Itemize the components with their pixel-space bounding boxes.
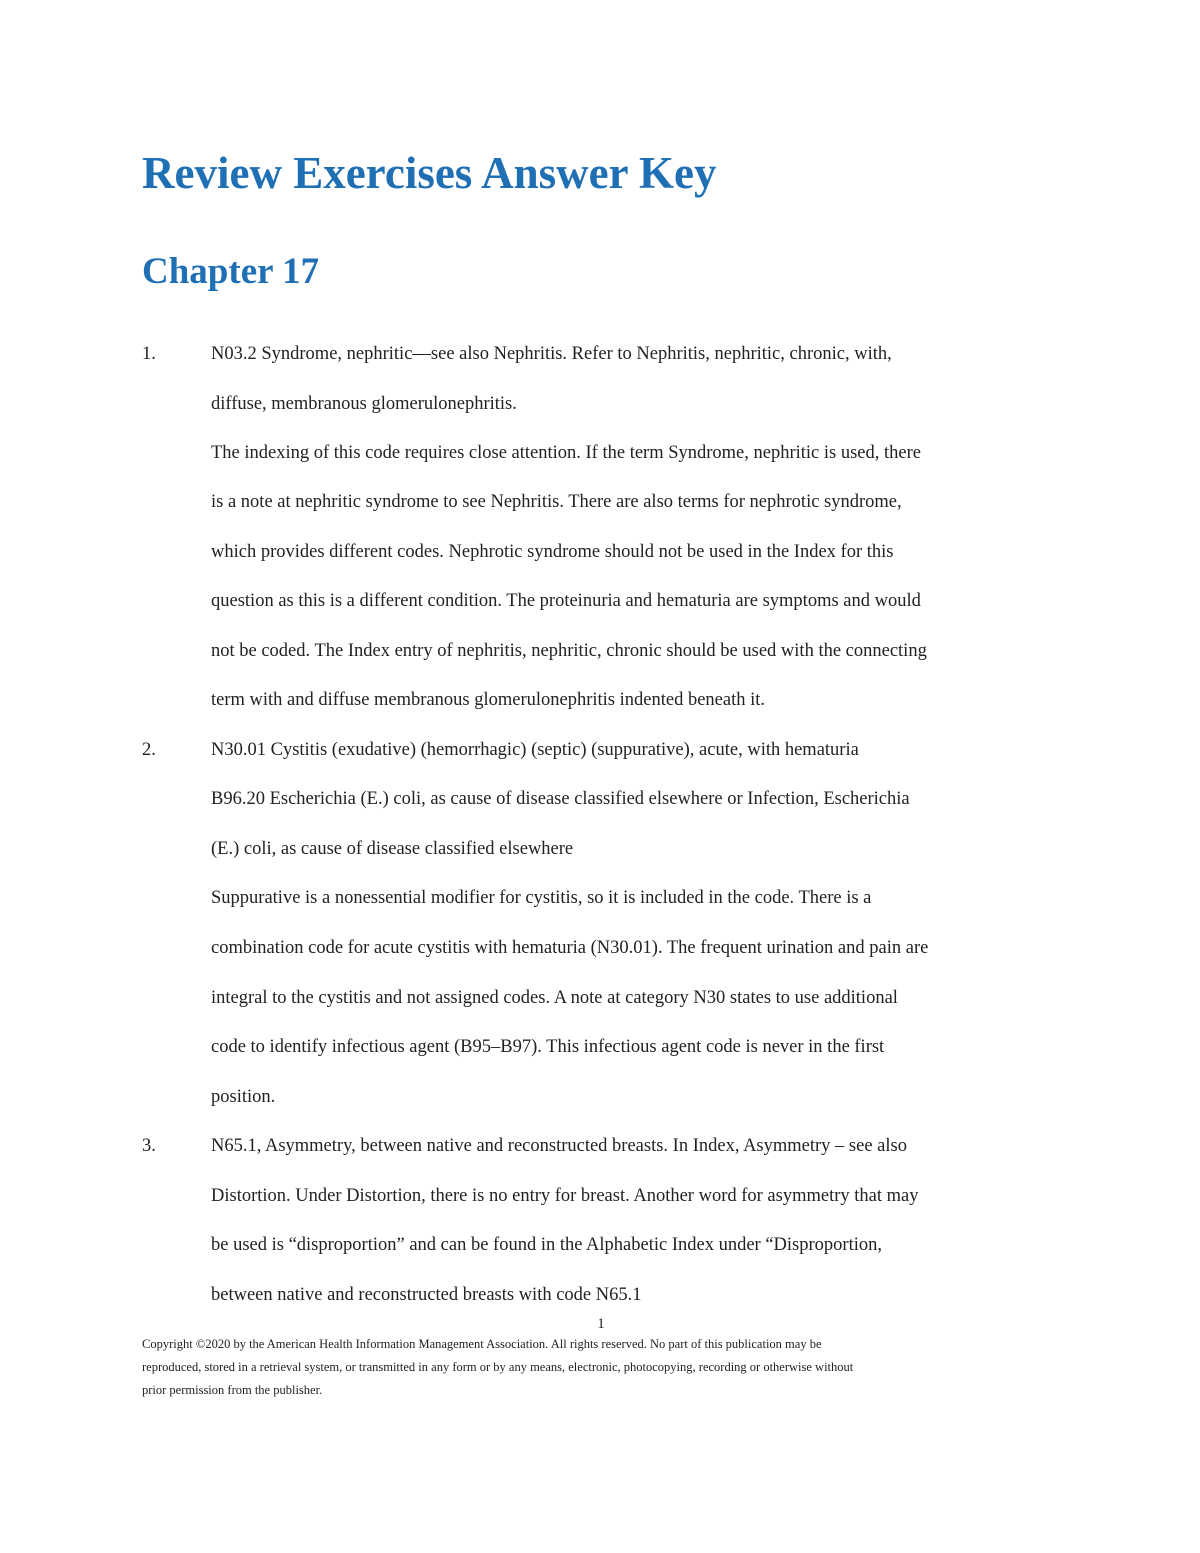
- answer-number: 2.: [142, 740, 156, 760]
- answer-line: B96.20 Escherichia (E.) coli, as cause of disease classified elsewhere or Infection, Escherichia: [211, 789, 910, 809]
- answer-line: integral to the cystitis and not assigned codes. A note at category N30 states to use additional: [211, 988, 898, 1008]
- answer-line: which provides different codes. Nephrotic syndrome should not be used in the Index for this: [211, 542, 894, 562]
- answer-line: N65.1, Asymmetry, between native and reconstructed breasts. In Index, Asymmetry – see also: [211, 1136, 907, 1156]
- copyright-line: reproduced, stored in a retrieval system, or transmitted in any form or by any means, electronic, photocopying, recording or otherwise without: [142, 1360, 854, 1374]
- answer-line: be used is “disproportion” and can be found in the Alphabetic Index under “Disproportion,: [211, 1235, 882, 1255]
- answer-line: question as this is a different condition. The proteinuria and hematuria are symptoms and would: [211, 591, 921, 611]
- page-number: 1: [597, 1316, 605, 1332]
- answer-line: Distortion. Under Distortion, there is no entry for breast. Another word for asymmetry that may: [211, 1186, 919, 1206]
- answer-line: not be coded. The Index entry of nephritis, nephritic, chronic should be used with the connecting: [211, 641, 927, 661]
- chapter-heading: Chapter 17: [142, 251, 320, 292]
- copyright-line: prior permission from the publisher.: [142, 1383, 323, 1397]
- answer-line: N03.2 Syndrome, nephritic—see also Nephritis. Refer to Nephritis, nephritic, chronic, with,: [211, 344, 892, 364]
- answer-line: combination code for acute cystitis with hematuria (N30.01). The frequent urination and pain are: [211, 938, 929, 958]
- answer-line: diffuse, membranous glomerulonephritis.: [211, 394, 517, 414]
- answer-number: 1.: [142, 344, 156, 364]
- answer-line: N30.01 Cystitis (exudative) (hemorrhagic) (septic) (suppurative), acute, with hematuria: [211, 740, 859, 760]
- answer-number: 3.: [142, 1136, 156, 1156]
- answer-line: (E.) coli, as cause of disease classified elsewhere: [211, 839, 574, 859]
- answer-line: position.: [211, 1087, 276, 1107]
- answer-line: between native and reconstructed breasts with code N65.1: [211, 1285, 642, 1305]
- answer-line: Suppurative is a nonessential modifier for cystitis, so it is included in the code. There is a: [211, 888, 872, 908]
- answer-line: code to identify infectious agent (B95–B97). This infectious agent code is never in the first: [211, 1037, 885, 1057]
- copyright-line: Copyright ©2020 by the American Health Information Management Association. All rights reserved. No part of this publication may be: [142, 1337, 822, 1351]
- copyright-notice: [142, 1333, 1042, 1402]
- answer-line: is a note at nephritic syndrome to see Nephritis. There are also terms for nephrotic syndrome,: [211, 492, 902, 512]
- document-title: Review Exercises Answer Key: [142, 148, 717, 198]
- answer-line: term with and diffuse membranous glomerulonephritis indented beneath it.: [211, 690, 766, 710]
- answer-line: The indexing of this code requires close attention. If the term Syndrome, nephritic is used, there: [211, 443, 921, 463]
